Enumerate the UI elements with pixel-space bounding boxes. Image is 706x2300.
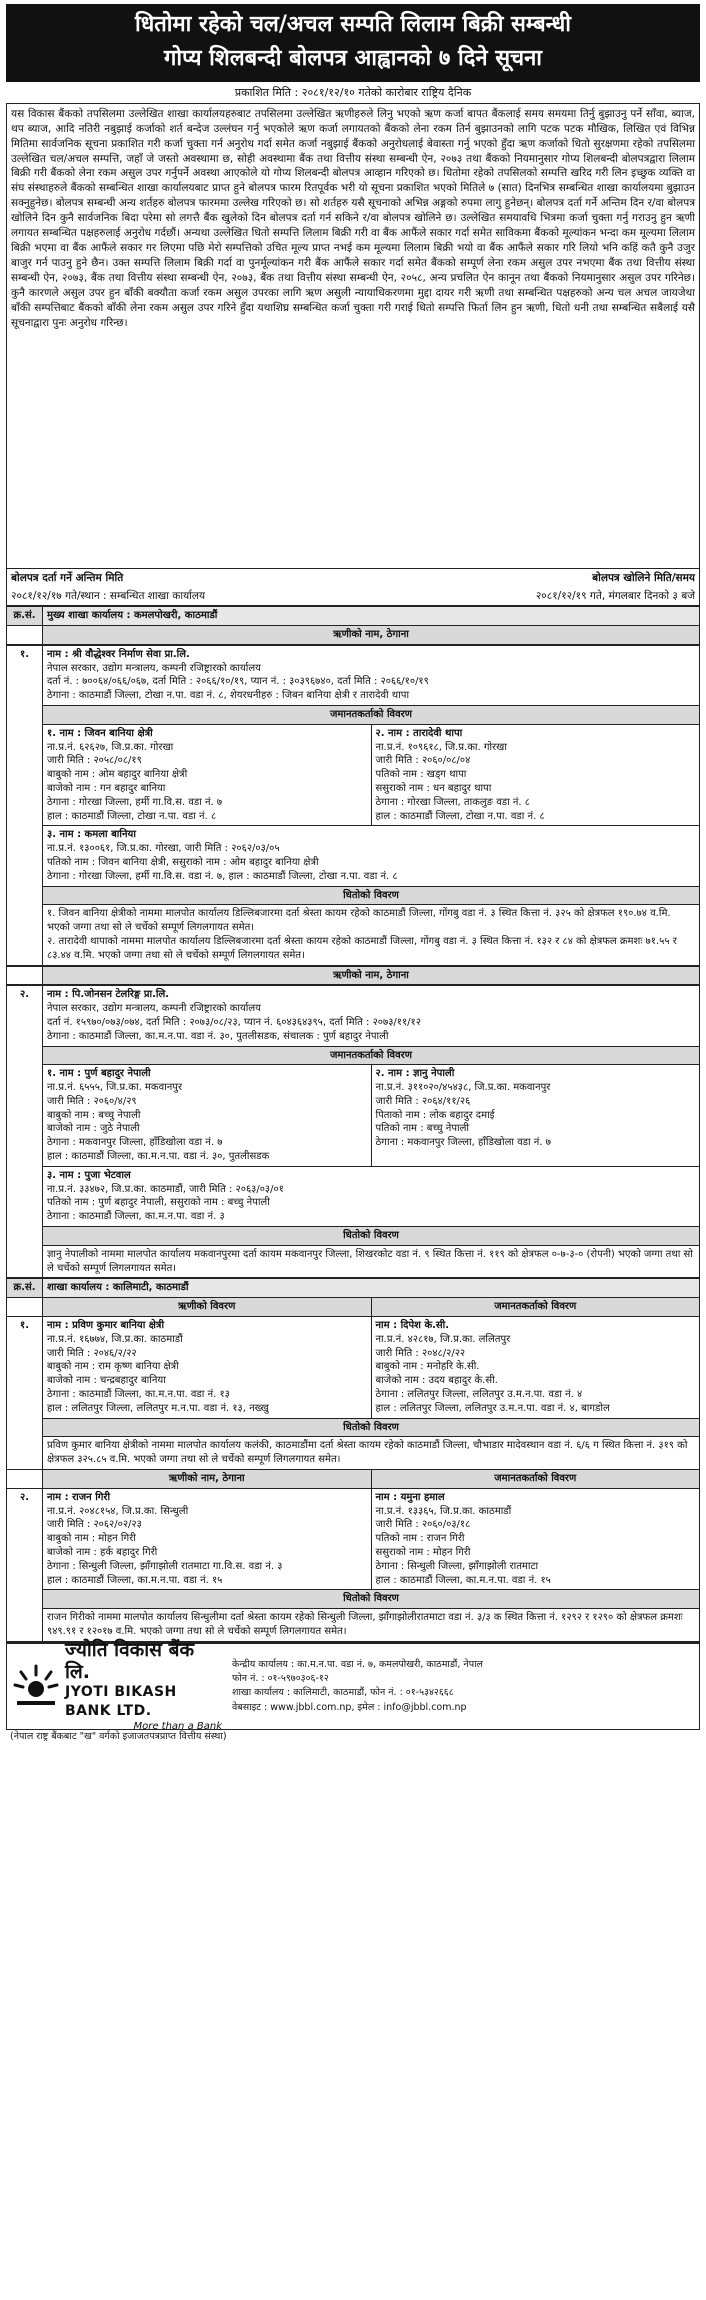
guarantor-citizenship: ना.प्र.नं. ३११०२०/४५४३८, जि.प्र.का. मकवानपुर bbox=[375, 1082, 551, 1094]
head-office: केन्द्रीय कार्यालय : का.म.न.पा. वडा नं. ७, कमलपोखरी, काठमाडौं, नेपाल bbox=[232, 1658, 483, 1670]
guarantor-father-in-law: ससुराको नाम : मोहन गिरी bbox=[375, 1547, 471, 1558]
borrower-header: ऋणीको नाम, ठेगाना bbox=[43, 625, 700, 644]
guarantor-header: जमानतकर्ताको विवरण bbox=[43, 1046, 700, 1065]
bank-emblem-icon bbox=[13, 1663, 59, 1709]
website-email: वेबसाइट : www.jbbl.com.np, इमेल : info@jbbl.com.np bbox=[232, 1701, 467, 1713]
guarantor-detail bbox=[371, 1317, 700, 1419]
guarantor-address: ठेगाना : गोरखा जिल्ला, हर्मी गा.वि.स. वडा नं. ७, हाल : काठमाडौं जिल्ला, टोखा न.पा. वडा नं. ८ bbox=[47, 870, 398, 882]
guarantor-address: ठेगाना : सिन्धुली जिल्ला, झाँगाझोली रातमाटा bbox=[375, 1560, 539, 1572]
collateral-item: ज्ञानु नेपालीको नाममा मालपोत कार्यालय मकवानपुरमा दर्ता कायम मकवानपुर जिल्ला, शिखरकोट वडा नं. ९ स्थित कित्ता नं. ११९ को क्षेत्रफल ०-७-३-० (रोपनी) भएको जग्गा तथा सो ले चर्चेको सम्पूर्ण लिगलगायत समेत। bbox=[47, 1248, 693, 1274]
collateral-header: धितोको विवरण bbox=[43, 886, 700, 905]
guarantor-citizenship: ना.प्र.नं. १३३६५, जि.प्र.का. काठमाडौं bbox=[375, 1505, 512, 1517]
branch-office-contact: शाखा कार्यालय : कालिमाटी, काठमाडौं, फोन नं. : ०१-५३४२६६८ bbox=[232, 1687, 454, 1699]
borrower-detail bbox=[43, 1488, 372, 1590]
guarantor-address: ठेगाना : काठमाडौं जिल्ला, का.म.न.पा. वडा नं. ३ bbox=[47, 1211, 225, 1223]
collateral-header: धितोको विवरण bbox=[43, 1590, 700, 1609]
registry-office: नेपाल सरकार, उद्योग मन्त्रालय, कम्पनी रजिष्ट्रारको कार्यालय bbox=[47, 662, 261, 674]
guarantor-header: जमानतकर्ताको विवरण bbox=[43, 705, 700, 724]
borrower-name: नाम : प्रविण कुमार बानिया क्षेत्री bbox=[47, 1320, 165, 1332]
collateral-header: धितोको विवरण bbox=[43, 1418, 700, 1437]
guarantor-2 bbox=[371, 1065, 700, 1167]
collateral-detail: राजन गिरीको नाममा मालपोत कार्यालय सिन्धुलीमा दर्ता श्रेस्ता कायम रहेको सिन्धुली जिल्ला, झाँगाझोलीरातमाटा वडा नं. ३/३ क स्थित कित्ता नं. १२९२ र १२९० को क्षेत्रफल क्रमशः ९४९.९१ र १२०१७ व.मि. भएको जग्गा तथा सो ले चर्चेको सम्पूर्ण लिगलगायत समेत। bbox=[43, 1609, 700, 1642]
borrower-header-row bbox=[6, 966, 700, 986]
guarantor-father: बाबुको नाम : मनोहरि के.सी. bbox=[375, 1361, 480, 1373]
license-note: (नेपाल राष्ट्र बैंकबाट "ख" वर्गको इजाजतपत्रप्राप्त वित्तीय संस्था) bbox=[10, 1730, 227, 1742]
guarantor-issue-date: जारी मिति : २०६०/०८/०४ bbox=[375, 755, 471, 767]
serial-number: १. bbox=[7, 1317, 43, 1470]
guarantor-current-address: हाल : ललितपुर जिल्ला, ललितपुर उ.म.न.पा. वडा नं. ४, बागडोल bbox=[375, 1402, 610, 1414]
guarantor-name: २. नाम : तारादेवी थापा bbox=[375, 727, 463, 739]
guarantor-family: पतिको नाम : पुर्ण बहादुर नेपाली, ससुराको नाम : बच्चु नेपाली bbox=[47, 1197, 270, 1209]
borrower-header: ऋणीको नाम, ठेगाना bbox=[43, 966, 700, 985]
collateral-item: २. तारादेवी थापाको नाममा मालपोत कार्यालय डिल्लिबजारमा दर्ता श्रेस्ता कायम रहेको काठमाडौं जिल्ला, गोंगबु वडा नं. ३ स्थित कित्ता नं. १३२ र ८४ को क्षेत्रफल क्रमशः ७१.५५ र ८३.४४ व.मि. भएको जग्गा तथा सो ले चर्चेको सम्पूर्ण लिगलगायत समेत। bbox=[47, 935, 677, 961]
guarantor-citizenship: ना.प्र.नं. ३३४७२, जि.प्र.का. काठमाडौं, जारी मिति : २०६३/०३/०१ bbox=[47, 1183, 284, 1195]
borrower-current-address: हाल : ललितपुर जिल्ला, ललितपुर म.न.पा. वडा नं. १३, नख्खु bbox=[47, 1402, 269, 1414]
registry-office: नेपाल सरकार, उद्योग मन्त्रालय, कम्पनी रजिष्ट्रारको कार्यालय bbox=[47, 1003, 261, 1015]
bid-deadline-value: २०८१/१२/१७ गते/स्थान : सम्बन्धित शाखा कार्यालय bbox=[11, 590, 206, 603]
serial-number: २. bbox=[7, 1488, 43, 1641]
guarantor-name: १. नाम : जिवन बानिया क्षेत्री bbox=[47, 727, 153, 739]
borrower-father: बाबुको नाम : राम कृष्ण बानिया क्षेत्री bbox=[47, 1361, 179, 1373]
guarantor-family: पतिको नाम : जिवन बानिया क्षेत्री, ससुराको नाम : ओम बहादुर बानिया क्षेत्री bbox=[47, 856, 319, 868]
guarantor-current-address: हाल : काठमाडौं जिल्ला, का.म.न.पा. वडा नं. १५ bbox=[375, 1574, 551, 1586]
borrower-name: नाम : राजन गिरी bbox=[47, 1491, 111, 1503]
bank-tagline: More than a Bank bbox=[133, 1721, 222, 1733]
guarantor-header: जमानतकर्ताको विवरण bbox=[371, 1470, 700, 1489]
guarantor-issue-date: जारी मिति : २०६०/४/२९ bbox=[47, 1095, 137, 1107]
borrower-header: ऋणीको विवरण bbox=[43, 1298, 372, 1317]
guarantor-name: ३. नाम : कमला बानिया bbox=[47, 829, 136, 841]
guarantor-1 bbox=[43, 724, 372, 826]
branch-office: मुख्य शाखा कार्यालय : कमलपोखरी, काठमाडौं bbox=[43, 607, 700, 626]
guarantor-father: पिताको नाम : लोक बहादुर दमाई bbox=[375, 1109, 495, 1121]
dates-values bbox=[6, 587, 700, 606]
borrower-citizenship: ना.प्र.नं. २०४८१५४, जि.प्र.का. सिन्धुली bbox=[47, 1505, 189, 1517]
borrower-name: नाम : पि.जोनसन टेलरिङ्ग प्रा.लि. bbox=[47, 989, 170, 1001]
guarantor-father-in-law: ससुराको नाम : धन बहादुर थापा bbox=[375, 782, 492, 794]
branch-office: शाखा कार्यालय : कालिमाटी, काठमाडौं bbox=[43, 1279, 700, 1298]
collateral-header: धितोको विवरण bbox=[43, 1227, 700, 1246]
guarantor-name: ३. नाम : पुजा भेटवाल bbox=[47, 1169, 131, 1181]
guarantor-detail bbox=[371, 1488, 700, 1590]
bid-opening-label: बोलपत्र खोलिने मिति/समय bbox=[592, 571, 695, 584]
guarantor-2 bbox=[371, 724, 700, 826]
bank-logo bbox=[7, 1638, 222, 1733]
guarantor-grandfather: बाजेको नाम : गन बहादुर बानिया bbox=[47, 782, 166, 794]
registration-detail: दर्ता नं. : ७००६४/०६६/०६७, दर्ता मिति : २०६६/१०/१९, प्यान नं. : ३०३९६७४०, दर्ता मिति : २०६६/१०/१९ bbox=[47, 676, 429, 688]
guarantor-3 bbox=[43, 826, 700, 886]
guarantor-citizenship: ना.प्र.नं. ४२८१७, जि.प्र.का. ललितपुर bbox=[375, 1333, 511, 1345]
collateral-detail bbox=[43, 905, 700, 965]
section-kalimati-branch bbox=[6, 1278, 700, 1641]
guarantor-address: ठेगाना : ललितपुर जिल्ला, ललितपुर उ.म.न.पा. वडा नं. ४ bbox=[375, 1389, 583, 1401]
bid-deadline-label: बोलपत्र दर्ता गर्ने अन्तिम मिति bbox=[11, 571, 124, 584]
guarantor-current-address: हाल : काठमाडौं जिल्ला, टोखा न.पा. वडा नं. ८ bbox=[375, 810, 545, 822]
head-office-phone: फोन नं. : ०१-५९७०३०६-१२ bbox=[232, 1673, 329, 1685]
guarantor-name: नाम : दिपेश के.सी. bbox=[375, 1320, 450, 1332]
guarantor-spouse: पतिको नाम : बच्चु नेपाली bbox=[375, 1123, 469, 1135]
borrower-citizenship: ना.प्र.नं. १६७७४, जि.प्र.का. काठमाडौं bbox=[47, 1333, 183, 1345]
guarantor-address: ठेगाना : गोरखा जिल्ला, हर्मी गा.वि.स. वडा नं. ७ bbox=[47, 796, 223, 808]
guarantor-name: नाम : यमुना हमाल bbox=[375, 1491, 445, 1503]
guarantor-address: ठेगाना : मकवानपुर जिल्ला, हाँडिखोला वडा नं. ७ bbox=[375, 1137, 551, 1149]
banner-line-1: धितोमा रहेको चल/अचल सम्पति लिलाम बिक्री सम्बन्धी bbox=[135, 12, 571, 37]
borrower-grandfather: बाजेको नाम : चन्द्रबहादुर बानिया bbox=[47, 1375, 166, 1387]
borrower-detail bbox=[43, 1317, 372, 1419]
borrower-header: ऋणीको नाम, ठेगाना bbox=[43, 1470, 372, 1489]
serial-number: २. bbox=[7, 986, 43, 1278]
guarantor-father: बाबुको नाम : ओम बहादुर बानिया क्षेत्री bbox=[47, 769, 188, 781]
guarantor-name: १. नाम : पुर्ण बहादुर नेपाली bbox=[47, 1068, 151, 1080]
borrower-address: ठेगाना : सिन्धुली जिल्ला, झाँगाझोली रातमाटा गा.वि.स. वडा नं. ३ bbox=[47, 1560, 283, 1572]
borrower-current-address: हाल : काठमाडौं जिल्ला, का.म.न.पा. वडा नं. १५ bbox=[47, 1574, 223, 1586]
guarantor-citizenship: ना.प्र.नं. ६२६२७, जि.प्र.का. गोरखा bbox=[47, 741, 174, 753]
guarantor-grandfather: बाजेको नाम : उदय बहादुर के.सी. bbox=[375, 1375, 498, 1387]
guarantor-issue-date: जारी मिति : २०४८/२/२२ bbox=[375, 1347, 466, 1359]
collateral-detail: प्रविण कुमार बानिया क्षेत्रीको नाममा मालपोत कार्यालय कलंकी, काठमाडौंमा दर्ता श्रेस्ता कायम रहेको काठमाडौं जिल्ला, चौभाडार मादेवस्थान वडा नं. ६/६ ग स्थित कित्ता नं. ३१९ को क्षेत्रफल ३२५.८५ व.मि. भएको जग्गा तथा सो ले चर्चेको सम्पूर्ण लिगलगायत समेत। bbox=[43, 1437, 700, 1470]
guarantor-citizenship: ना.प्र.नं. १०९६१८, जि.प्र.का. गोरखा bbox=[375, 741, 507, 753]
published-date: प्रकाशित मिति : २०८१/१२/१० गतेको कारोबार राष्ट्रिय दैनिक bbox=[234, 86, 472, 99]
guarantor-citizenship: ना.प्र.नं. ६५५५, जि.प्र.का. मकवानपुर bbox=[47, 1082, 183, 1094]
sn-header: क्र.सं. bbox=[7, 607, 43, 626]
notice-banner bbox=[6, 4, 700, 82]
guarantor-current-address: हाल : काठमाडौं जिल्ला, का.म.न.पा. वडा नं. ३०, पुतलीसडक bbox=[47, 1151, 270, 1163]
borrower-name: नाम : श्री वौद्धेश्वर निर्माण सेवा प्रा.लि. bbox=[47, 648, 190, 660]
bank-name-nepali: ज्योति विकास बैंक लि. bbox=[65, 1638, 195, 1683]
borrower-entry bbox=[6, 645, 700, 966]
borrower-entry bbox=[6, 985, 700, 1278]
banner-line-2: गोप्य शिलबन्दी बोलपत्र आह्वानको ७ दिने सूचना bbox=[163, 46, 543, 71]
guarantor-spouse: पतिको नाम : खड्ग थापा bbox=[375, 769, 467, 781]
guarantor-issue-date: जारी मिति : २०६४/११/२६ bbox=[375, 1095, 471, 1107]
dates-labels bbox=[6, 569, 700, 587]
bank-name-english: JYOTI BIKASH BANK LTD. bbox=[65, 1683, 177, 1719]
guarantor-issue-date: जारी मिति : २०५८/०८/१९ bbox=[47, 755, 142, 767]
guarantor-grandfather: बाजेको नाम : जुठे नेपाली bbox=[47, 1123, 140, 1135]
intro-paragraph: यस विकास बैंकको तपसिलमा उल्लेखित शाखा कार्यालयहरुबाट तपसिलमा उल्लेखित ऋणीहरुले लिनु भएको ऋण कर्जा बापत बैंकलाई समय समयमा तिर्नु बुझाउनु पर्ने साँवा, ब्याज, थप ब्याज, आदि नतिरी नबुझाई कर्जाको शर्त बन्देज उल्लंघन गर्नु भएकोले ऋण कर्जा लगायतको बैंकको लेना रकम तिर्न बुझाउनको लागि पटक पटक मौखिक, लिखित एवं विभिन्न मितिमा सार्वजनिक सूचना प्रकाशित गरी कर्जा चुक्ता गर्न अनुरोध गर्दा समेत कर्जा नबुझाई बैंकको अनुरोधलाई बेवास्ता गर्नु भएको हुँदा ऋण कर्जाको धितो सुरक्षणमा रहेको तपसिलमा उल्लेखित चल/अचल सम्पत्ति, जहाँ जे जस्तो अवस्थामा छ, सोही अवस्थामा बैंक तथा वित्तीय संस्था सम्बन्धी ऐन, २०७३ तथा बैंकको नियमानुसार गोप्य शिलबन्दी बोलपत्रद्वारा लिलाम बिक्री गरी बैंकको लेना रकम असुल उपर गर्नुपर्ने अवस्था आएकोले यो गोप्य शिलबन्दी बोलपत्र आव्हान गरिएको छ। धितोमा रहेको तपसिलको सम्पत्ति खरिद गरी लिन इच्छुक व्यक्ति वा संघ संस्थाहरुले बैंकको सम्बन्धित शाखा कार्यालयबाट प्राप्त हुने बोलपत्र फारम रितपूर्वक भरी यो सूचना प्रकाशित भएको मितिले ७ (सात) दिनभित्र सम्बन्धित शाखा कार्यालयमा बुझाउन सक्नुहुनेछ। बोलपत्र सम्बन्धी अन्य शर्तहरु बोलपत्र फारममा उल्लेख गरिएको छ। सो शर्तहरु यसै सूचनाको अभिन्न अङ्गको रुपमा लागु हुनेछन्। बोलपत्र दर्ता गर्ने अन्तिम दिन र/वा बोलपत्र खोलिने दिन कुनै सार्वजनिक बिदा परेमा सो लगत्तै बैंक खुलेको दिन बोलपत्र दर्ता गर्न सकिने र/वा बोलपत्र खोलिने छ। उल्लेखित समयावधि भित्रमा कर्जा चुक्ता गर्नु गराउनु हुन ऋणी लगायत सम्बन्धित पक्षहरुलाई अनुरोध गर्दछौं। अन्यथा उल्लेखित धितो सम्पत्ति लिलाम बिक्री गरी वा बैंक आफैंले सकार गर्दा समेत साविकमा बैंकको मूल्यांकन भन्दा कम मूल्यमा लिलाम बिक्री भएमा वा बैंक आफैंले सकार गर लिएमा पछि मेरो सम्पत्तिको उचित मूल्य प्राप्त नभई कम मूल्यमा लिलाम बिक्री भयो वा बैंक आफैंले सकार गरि लियो भनि कहिं कतै कुनै उजुर बाजुर गर्न पाउनु हुने छैन। उक्त सम्पत्ति लिलाम बिक्री गर्दा वा पुनर्मूल्यांकन गरी बैंक आफैंले सकार गर्दा समेत बैंकको सम्पूर्ण लेना रकम असुल उपर नभएमा बैंक तथा वित्तीय संस्था सम्बन्धी ऐन, २०७३, बैंक तथा वित्तीय संस्था सम्बन्धी ऐन, २०७३, बैंक तथा वित्तीय संस्था सम्बन्धी ऐन, २०५८, अन्य प्रचलित ऐन कानून तथा बैंकको नियमानुसार असुल उपर गरिनेछ। कुनै कारणले असुल उपर हुन बाँकी बक्यौता कर्जा रकम असुल उपरका लागि ऋण असुली न्यायाधिकरणमा मुद्दा दायर गरी ऋणी तथा सम्बन्धित पक्षहरुको अन्य चल अचल जायजेथा बाँकी सम्पत्तिबाट बैंकको बाँकी लेना रकम असुल उपर गरिने हुँदा यथाशिघ्र सम्बन्धित कर्जा चुक्ता गरी गराई धितो सम्पत्ति फिर्ता लिन हुन ऋणी, धितो धनी तथा सम्बन्धित सबैलाई यसै सूचनाद्वारा पुनः अनुरोध गरिन्छ। bbox=[6, 103, 700, 569]
serial-number: १. bbox=[7, 645, 43, 965]
guarantor-current-address: हाल : काठमाडौं जिल्ला, टोखा न.पा. वडा नं. ८ bbox=[47, 810, 217, 822]
borrower-father: बाबुको नाम : मोहन गिरी bbox=[47, 1533, 136, 1545]
borrower-grandfather: बाजेको नाम : हर्क बहादुर गिरी bbox=[47, 1547, 158, 1558]
guarantor-spouse: पतिको नाम : राजन गिरी bbox=[375, 1533, 465, 1545]
collateral-detail bbox=[43, 1245, 700, 1278]
guarantor-header: जमानतकर्ताको विवरण bbox=[371, 1298, 700, 1317]
bank-footer bbox=[6, 1638, 700, 1733]
guarantor-citizenship: ना.प्र.नं. १३००६१, जि.प्र.का. गोरखा, जारी मिति : २०६२/०३/०५ bbox=[47, 843, 280, 855]
borrower-issue-date: जारी मिति : २०६२/०२/२३ bbox=[47, 1519, 142, 1531]
borrower-address: ठेगाना : काठमाडौं जिल्ला, टोखा न.पा. वडा नं. ८, शेयरधनीहरु : जिबन बानिया क्षेत्री र तारादेवी थापा bbox=[47, 690, 410, 702]
guarantor-father: बाबुको नाम : बच्चु नेपाली bbox=[47, 1109, 141, 1121]
bank-contact bbox=[222, 1658, 699, 1715]
borrower-address: ठेगाना : काठमाडौं जिल्ला, का.म.न.पा. वडा नं. १३ bbox=[47, 1389, 230, 1401]
guarantor-issue-date: जारी मिति : २०६०/०३/१८ bbox=[375, 1519, 471, 1531]
section-main-branch bbox=[6, 606, 700, 645]
sn-header: क्र.सं. bbox=[7, 1279, 43, 1298]
borrower-issue-date: जारी मिति : २०४६/२/२२ bbox=[47, 1347, 137, 1359]
guarantor-name: २. नाम : ज्ञानु नेपाली bbox=[375, 1068, 455, 1080]
guarantor-3 bbox=[43, 1166, 700, 1226]
guarantor-address: ठेगाना : गोरखा जिल्ला, ताकलुङ वडा नं. ८ bbox=[375, 796, 530, 808]
collateral-item: १. जिवन बानिया क्षेत्रीको नाममा मालपोत कार्यालय डिल्लिबजारमा दर्ता श्रेस्ता कायम रहेको काठमाडौं जिल्ला, गोंगबु वडा नं. ३ स्थित कित्ता नं. ३२५ को क्षेत्रफल १९०.७४ व.मि. भएको जग्गा तथा सो ले चर्चेको सम्पूर्ण लिगलगायत समेत। bbox=[47, 908, 671, 934]
borrower-address: ठेगाना : काठमाडौं जिल्ला, का.म.न.पा. वडा नं. ३०, पुतलीसडक, संचालक : पुर्ण बहादुर नेपाली bbox=[47, 1030, 389, 1042]
bid-opening-value: २०८१/१२/१९ गते, मंगलबार दिनको ३ बजे bbox=[535, 590, 695, 603]
guarantor-address: ठेगाना : मकवानपुर जिल्ला, हाँडिखोला वडा नं. ७ bbox=[47, 1137, 223, 1149]
registration-detail: दर्ता नं. १५९७०/०७३/०७४, दर्ता मिति : २०७३/०८/२३, प्यान नं. ६०४३६४३९५, दर्ता मिति : २०७३/११/१२ bbox=[47, 1016, 421, 1028]
guarantor-1 bbox=[43, 1065, 372, 1167]
